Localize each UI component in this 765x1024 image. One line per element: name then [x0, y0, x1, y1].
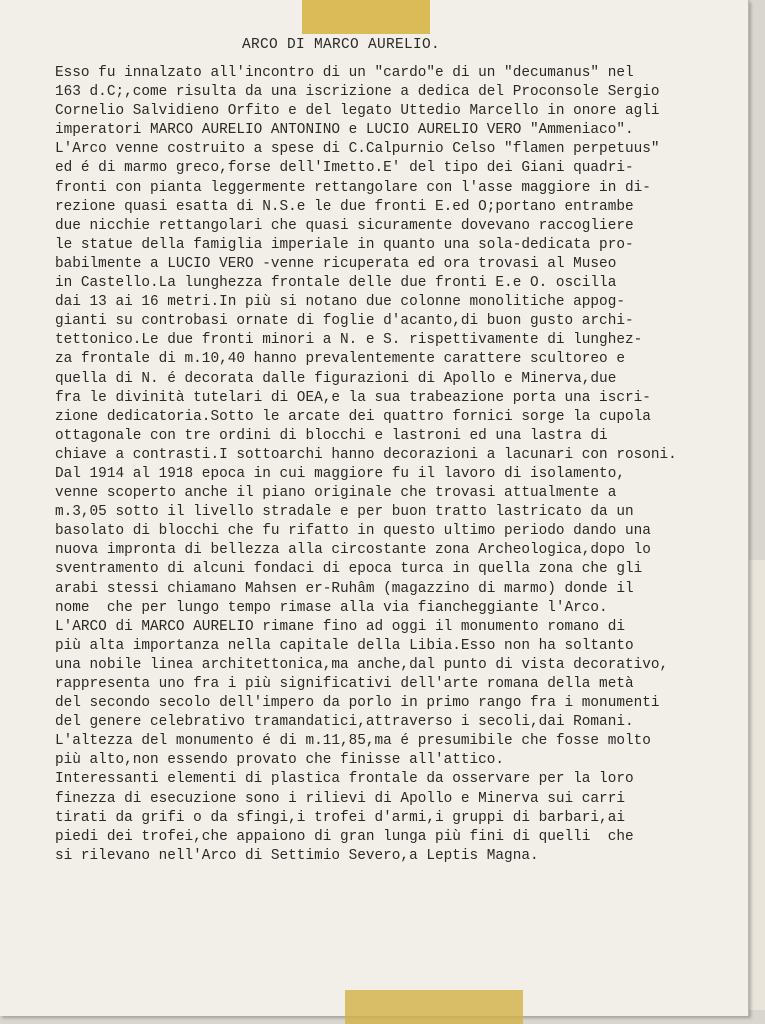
text-line: Esso fu innalzato all'incontro di un "cardo"e di un "decumanus" nel: [55, 65, 634, 81]
text-line: sventramento di alcuni fondaci di epoca turca in quella zona che gli: [55, 561, 643, 578]
body-text: [55, 64, 677, 866]
text-line: chiave a contrasti.I sottoarchi hanno decorazioni a lacunari con rosoni.: [55, 446, 677, 463]
text-line: piedi dei trofei,che appaiono di gran lunga più fini di quelli che: [55, 828, 634, 845]
text-line: finezza di esecuzione sono i rilievi di Apollo e Minerva sui carri: [55, 790, 625, 807]
text-line: L'ARCO di MARCO AURELIO rimane fino ad oggi il monumento romano di: [55, 618, 625, 635]
text-line: imperatori MARCO AURELIO ANTONINO e LUCIO AURELIO VERO "Ammeniaco".: [55, 122, 634, 139]
text-line: Interessanti elementi di plastica frontale da osservare per la loro: [55, 771, 634, 788]
text-line: nuova impronta di bellezza alla circostante zona Archeologica,dopo lo: [55, 542, 651, 559]
tape-top: [302, 0, 430, 34]
text-line: fra le divinità tutelari di OEA,e la sua trabeazione porta una iscri-: [55, 389, 651, 406]
text-line: ed é di marmo greco,forse dell'Imetto.E' del tipo dei Giani quadri-: [55, 160, 634, 177]
text-line: m.3,05 sotto il livello stradale e per buon tratto lastricato da un: [55, 504, 634, 521]
text-line: Dal 1914 al 1918 epoca in cui maggiore fu il lavoro di isolamento,: [55, 465, 625, 482]
text-line: una nobile linea architettonica,ma anche,dal punto di vista decorativo,: [55, 656, 669, 673]
text-line: basolato di blocchi che fu rifatto in questo ultimo periodo dando una: [55, 523, 651, 540]
text-line: più alta importanza nella capitale della Libia.Esso non ha soltanto: [55, 637, 634, 654]
text-line: le statue della famiglia imperiale in quanto una sola-dedicata pro-: [55, 236, 634, 253]
text-line: venne scoperto anche il piano originale che trovasi attualmente a: [55, 485, 617, 502]
text-line: del genere celebrativo tramandatici,attraverso i secoli,dai Romani.: [55, 714, 634, 731]
text-line: L'altezza del monumento é di m.11,85,ma é presumibile che fosse molto: [55, 733, 651, 750]
text-line: più alto,non essendo provato che finisse all'attico.: [55, 752, 505, 769]
text-line: nome che per lungo tempo rimase alla via fiancheggiante l'Arco.: [55, 599, 608, 616]
text-line: due nicchie rettangolari che quasi sicuramente dovevano raccogliere: [55, 217, 634, 234]
text-line: 163 d.C;,come risulta da una iscrizione a dedica del Proconsole Sergio: [55, 84, 660, 101]
text-line: fronti con pianta leggermente rettangolare con l'asse maggiore in di-: [55, 179, 651, 196]
text-line: L'Arco venne costruito a spese di C.Calpurnio Celso "flamen perpetuus": [55, 141, 660, 158]
text-line: gianti su controbasi ornate di foglie d'acanto,di buon gusto archi-: [55, 313, 634, 330]
text-line: dai 13 ai 16 metri.In più si notano due colonne monolitiche appog-: [55, 294, 625, 311]
text-line: rezione quasi esatta di N.S.e le due fronti E.ed O;portano entrambe: [55, 198, 634, 215]
tape-bottom: [345, 990, 523, 1024]
text-line: arabi stessi chiamano Mahsen er-Ruhâm (magazzino di marmo) donde il: [55, 580, 634, 597]
text-line: in Castello.La lunghezza frontale delle due fronti E.e O. oscilla: [55, 275, 617, 292]
text-line: Cornelio Salvidieno Orfito e del legato Uttedio Marcello in onore agli: [55, 103, 660, 120]
text-line: del secondo secolo dell'impero da porlo in primo rango fra i monumenti: [55, 695, 660, 712]
page-title: ARCO DI MARCO AURELIO.: [242, 37, 441, 53]
text-line: za frontale di m.10,40 hanno prevalentemente carattere scultoreo e: [55, 351, 625, 368]
text-line: zione dedicatoria.Sotto le arcate dei quattro fornici sorge la cupola: [55, 408, 651, 425]
text-line: babilmente a LUCIO VERO -venne ricuperata ed ora trovasi al Museo: [55, 255, 617, 272]
text-line: ottagonale con tre ordini di blocchi e lastroni ed una lastra di: [55, 427, 608, 444]
text-line: tettonico.Le due fronti minori a N. e S. rispettivamente di lunghez-: [55, 332, 643, 349]
text-line: tirati da grifi o da sfingi,i trofei d'armi,i gruppi di barbari,ai: [55, 809, 625, 826]
text-line: rappresenta uno fra i più significativi dell'arte romana della metà: [55, 676, 634, 692]
text-line: si rilevano nell'Arco di Settimio Severo,a Leptis Magna.: [55, 847, 539, 864]
text-line: quella di N. é decorata dalle figurazioni di Apollo e Minerva,due: [55, 370, 617, 387]
